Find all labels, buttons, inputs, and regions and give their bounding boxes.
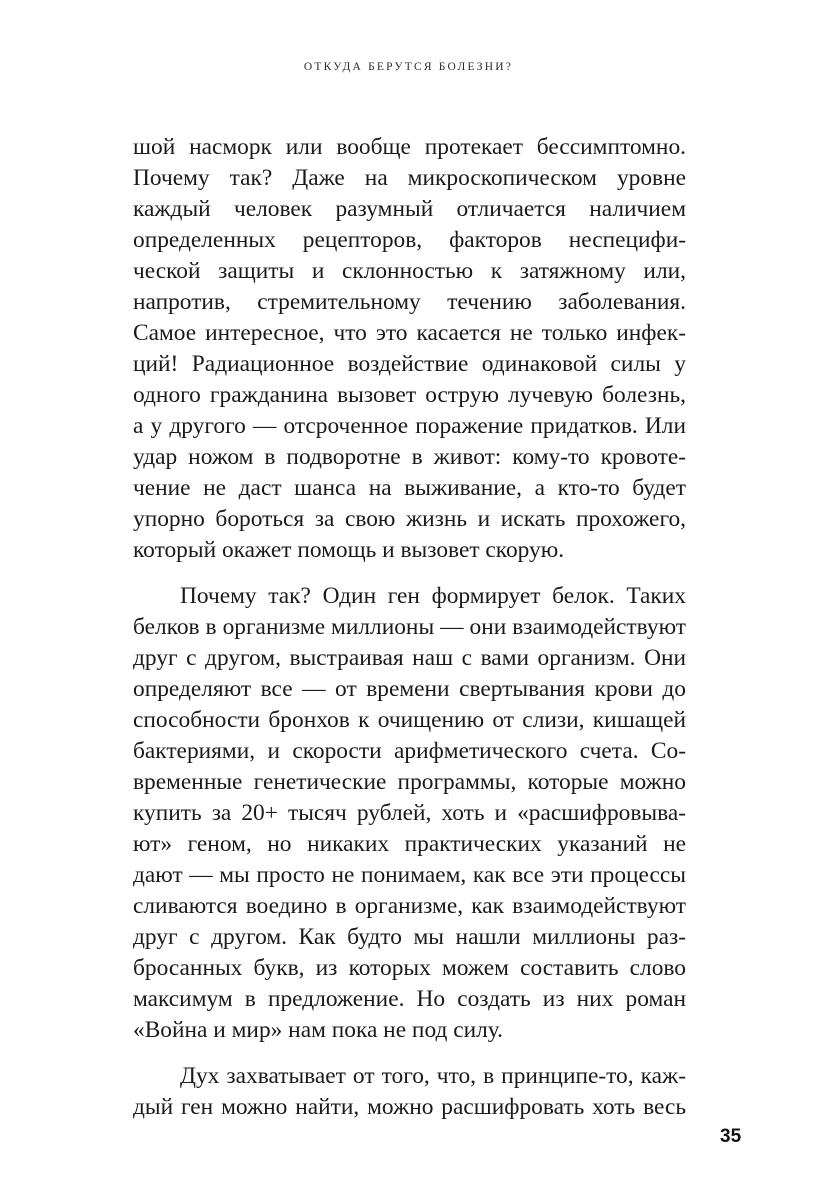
- text-line: белков в организме миллионы — они взаимодействуют: [133, 614, 686, 640]
- text-line: друг с другом, выстраивая наш с вами организм. Они: [133, 645, 686, 671]
- text-line: шой насморк или вообще протекает бессимптомно.: [133, 134, 686, 160]
- running-head: ОТКУДА БЕРУТСЯ БОЛЕЗНИ?: [303, 61, 514, 73]
- paragraph-1: [133, 132, 686, 566]
- text-line: определенных рецепторов, факторов неспецифи-: [133, 227, 686, 253]
- text-line: максимум в предложение. Но создать из них роман: [133, 986, 686, 1012]
- paragraph-3: [133, 1061, 686, 1123]
- text-line: ций! Радиационное воздействие одинаковой силы у: [133, 351, 686, 377]
- text-line: временные генетические программы, которые можно: [133, 769, 686, 795]
- text-line: каждый человек разумный отличается наличием: [133, 196, 686, 222]
- text-line: удар ножом в подворотне в живот: кому-то кровоте-: [133, 444, 686, 470]
- text-line: дый ген можно найти, можно расшифровать хоть весь: [133, 1094, 686, 1120]
- text-line: Дух захватывает от того, что, в принципе-то, каж-: [180, 1063, 686, 1089]
- text-line: чение не даст шанса на выживание, а кто-то будет: [133, 475, 686, 501]
- text-line: Почему так? Даже на микроскопическом уровне: [133, 165, 686, 191]
- text-line: который окажет помощь и вызовет скорую.: [133, 537, 565, 563]
- text-line: а у другого — отсроченное поражение придатков. Или: [133, 413, 686, 439]
- page-number: 35: [720, 1126, 742, 1147]
- text-line: одного гражданина вызовет острую лучевую болезнь,: [133, 382, 686, 408]
- text-line: ют» геном, но никаких практических указаний не: [133, 831, 686, 857]
- text-line: определяют все — от времени свертывания крови до: [133, 676, 686, 702]
- text-line: «Война и мир» нам пока не под силу.: [133, 1017, 503, 1043]
- text-line: способности бронхов к очищению от слизи, кишащей: [133, 707, 686, 733]
- text-line: бактериями, и скорости арифметического счета. Со-: [133, 738, 686, 764]
- paragraph-2: [133, 581, 686, 1046]
- text-line: друг с другом. Как будто мы нашли миллионы раз-: [133, 924, 686, 950]
- text-line: купить за 20+ тысяч рублей, хоть и «расшифровыва-: [133, 800, 686, 826]
- text-line: дают — мы просто не понимаем, как все эти процессы: [133, 862, 686, 888]
- text-line: ческой защиты и склонностью к затяжному или,: [133, 258, 686, 284]
- body-text: [133, 132, 686, 1123]
- text-line: сливаются воедино в организме, как взаимодействуют: [133, 893, 686, 919]
- text-line: Почему так? Один ген формирует белок. Таких: [180, 583, 686, 609]
- text-line: упорно бороться за свою жизнь и искать прохожего,: [133, 506, 686, 532]
- text-line: Самое интересное, что это касается не только инфек-: [133, 320, 686, 346]
- text-line: напротив, стремительному течению заболевания.: [133, 289, 686, 315]
- text-line: бросанных букв, из которых можем составить слово: [133, 955, 686, 981]
